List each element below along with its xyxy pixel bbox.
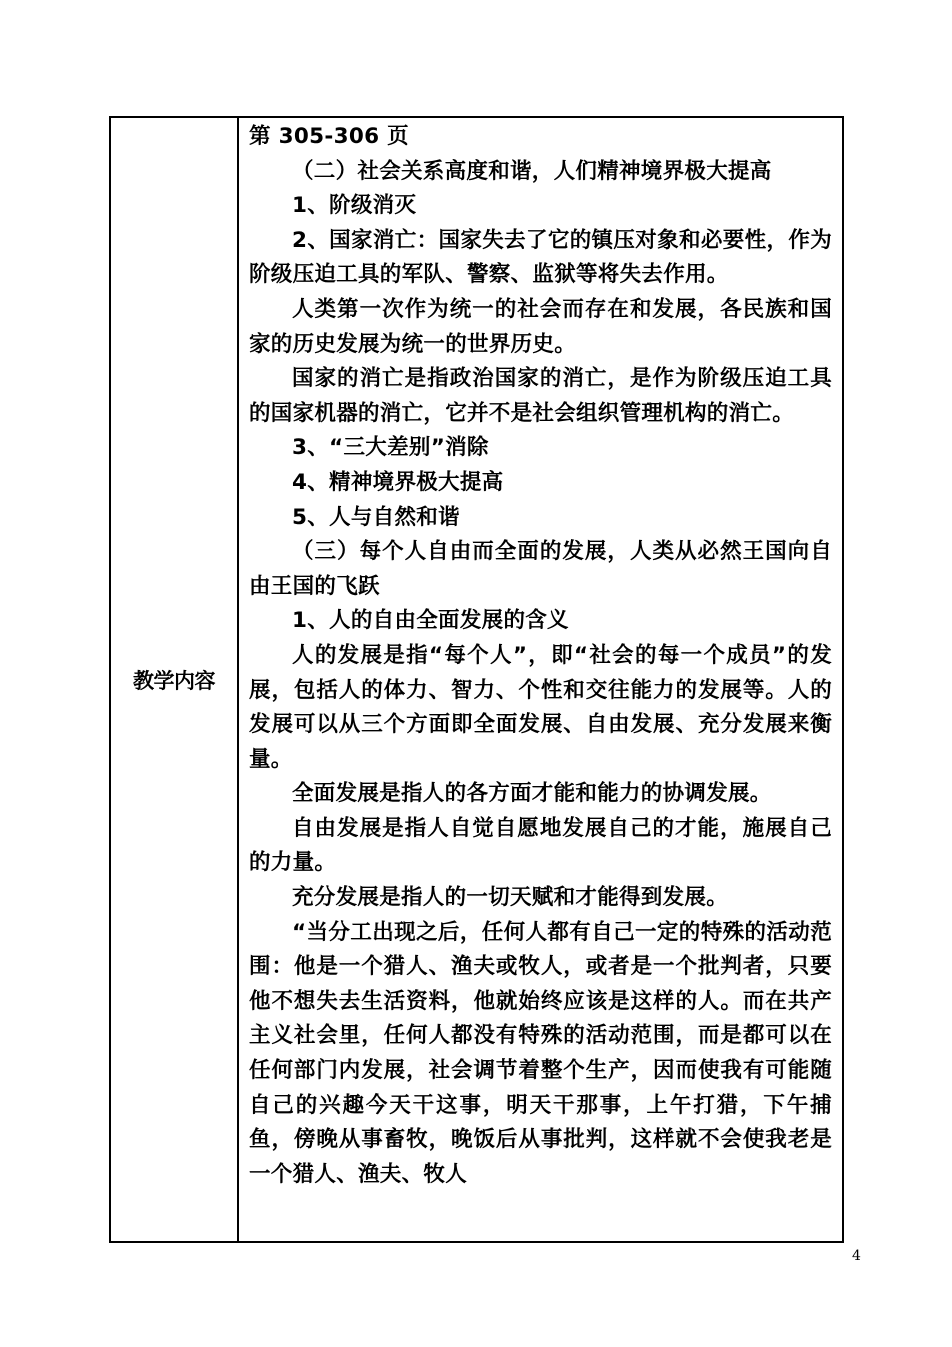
paragraph: 1、人的自由全面发展的含义: [292, 608, 569, 634]
paragraph: 充分发展是指人的一切天赋和才能得到发展。: [292, 885, 729, 911]
row-label: 教学内容: [133, 668, 215, 693]
page-number: 4: [852, 1248, 861, 1264]
paragraph: 第 305-306 页: [249, 124, 409, 149]
paragraph: 1、阶级消灭: [292, 193, 417, 219]
paragraph: 自由发展是指人自觉自愿地发展自己的才能，施展自己的力量。: [249, 815, 832, 876]
paragraph: 2、国家消亡：国家失去了它的镇压对象和必要性，作为阶级压迫工具的军队、警察、监狱等将失去作用。: [249, 227, 832, 288]
paragraph: 5、人与自然和谐: [292, 504, 460, 530]
paragraph: 人类第一次作为统一的社会而存在和发展，各民族和国家的历史发展为统一的世界历史。: [249, 296, 832, 357]
paragraph: 国家的消亡是指政治国家的消亡，是作为阶级压迫工具的国家机器的消亡，它并不是社会组织管理机构的消亡。: [249, 366, 832, 426]
paragraph: （三）每个人自由而全面的发展，人类从必然王国向自由王国的飞跃: [249, 539, 832, 599]
content-table: [109, 116, 844, 1243]
label-cell: [111, 118, 239, 1241]
paragraph: （二）社会关系高度和谐，人们精神境界极大提高: [292, 158, 772, 184]
content-cell: [239, 118, 842, 1241]
paragraph: “当分工出现之后，任何人都有自己一定的特殊的活动范围：他是一个猎人、渔夫或牧人，或者是一个批判者，只要他不想失去生活资料，他就始终应该是这样的人。而在共产主义社会里，任何人都没有特殊的活动范围，而是都可以在任何部门内发展，社会调节着整个生产，因而使我有可能随自己的兴趣今天干这事，明天干那事，上午打猎，下午捕鱼，傍晚从事畜牧，晚饭后从事批判，这样就不会使我老是一个猎人、渔夫、牧人: [249, 919, 832, 1187]
paragraph: 全面发展是指人的各方面才能和能力的协调发展。: [292, 781, 772, 807]
paragraph: 3、“三大差别”消除: [292, 435, 489, 461]
paragraph: 人的发展是指“每个人”，即“社会的每一个成员”的发展，包括人的体力、智力、个性和交往能力的发展等。人的发展可以从三个方面即全面发展、自由发展、充分发展来衡量。: [249, 642, 832, 772]
paragraph: 4、精神境界极大提高: [292, 469, 504, 495]
